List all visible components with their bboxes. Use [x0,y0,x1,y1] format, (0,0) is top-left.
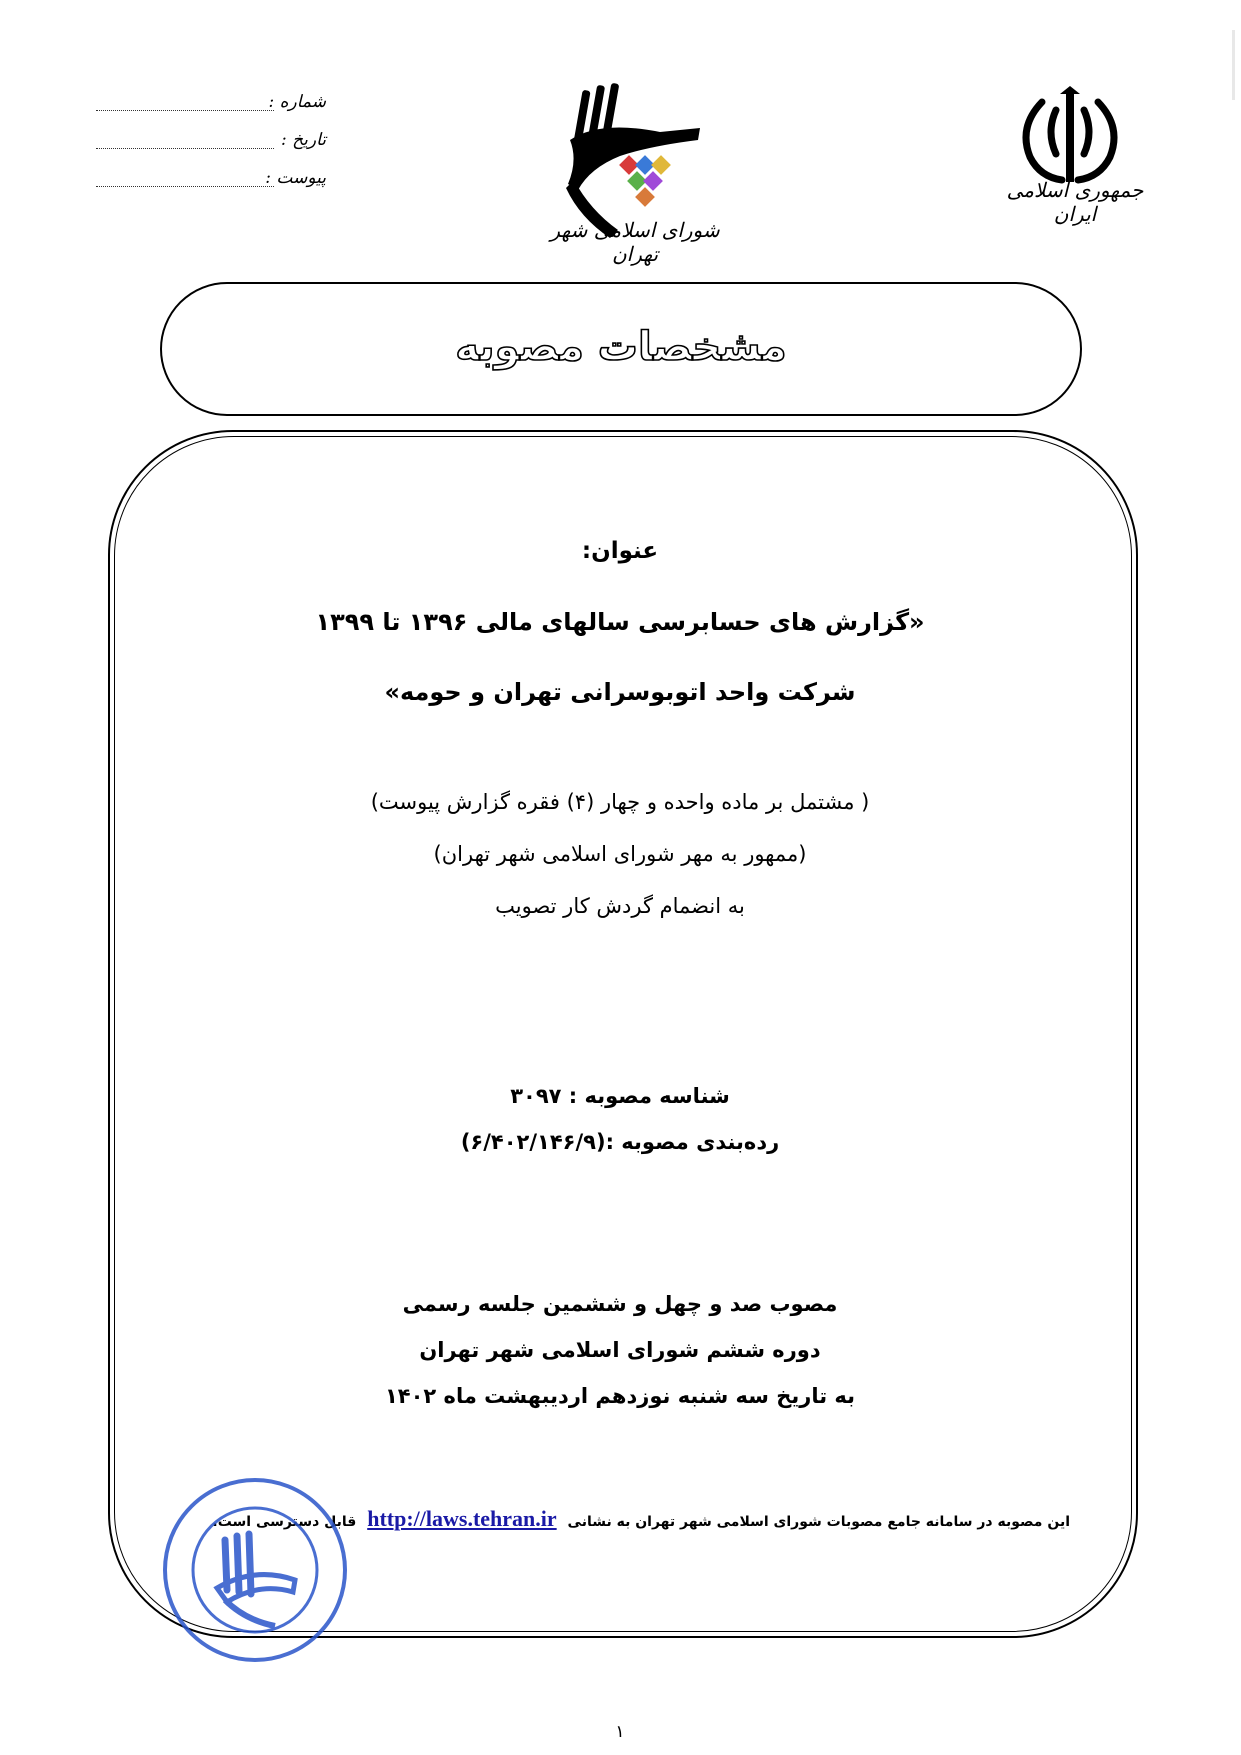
date-label: تاریخ : [281,130,326,150]
note-line-1: ( مشتمل بر ماده واحده و چهار (۴) فقره گزارش پیوست) [370,790,870,814]
laws-link[interactable]: http://laws.tehran.ir [367,1506,557,1531]
scan-edge-mark [1232,30,1235,100]
attachment-label: پیوست : [265,168,326,188]
footer-note [212,1506,1070,1532]
subject-line-2: شرکت واحد اتوبوسرانی تهران و حومه» [384,678,856,706]
date-field [96,130,326,160]
number-label: شماره : [268,92,326,112]
subject-line-1: «گزارش های حسابرسی سالهای مالی ۱۳۹۶ تا ۱۳۹۹ [315,608,925,636]
number-line [96,110,274,111]
approval-line-3: به تاریخ سه شنبه نوزدهم اردیبهشت ماه ۱۴۰۲ [384,1384,856,1408]
approval-line-1: مصوب صد و چهل و ششمین جلسه رسمی [402,1292,838,1316]
title-box [160,282,1082,416]
resolution-id: شناسه مصوبه : ۳۰۹۷ [510,1084,730,1108]
council-name: شورای اسلامی شهر تهران [550,218,720,266]
republic-name: جمهوری اسلامی ایران [1006,178,1144,226]
number-field [96,92,326,122]
council-stamp-icon [155,1470,355,1670]
page-number: ۱ [615,1722,625,1742]
attachment-line [96,186,274,187]
note-line-2: (ممهور به مهر شورای اسلامی شهر تهران) [433,842,807,866]
approval-line-2: دوره ششم شورای اسلامی شهر تهران [419,1338,821,1362]
date-line [96,148,274,149]
classification: رده‌بندی مصوبه :(۶/۴۰۲/۱۴۶/۹) [460,1130,780,1154]
page-title: مشخصات مصوبه [455,324,787,370]
attachment-field [96,168,326,198]
subject-label: عنوان: [581,538,659,564]
footer-text-after: قابل دسترسی است. [212,1514,357,1530]
note-line-3: به انضمام گردش کار تصویب [495,894,745,918]
footer-text-before: این مصوبه در سامانه جامع مصوبات شورای اسلامی شهر تهران به نشانی [567,1514,1070,1530]
